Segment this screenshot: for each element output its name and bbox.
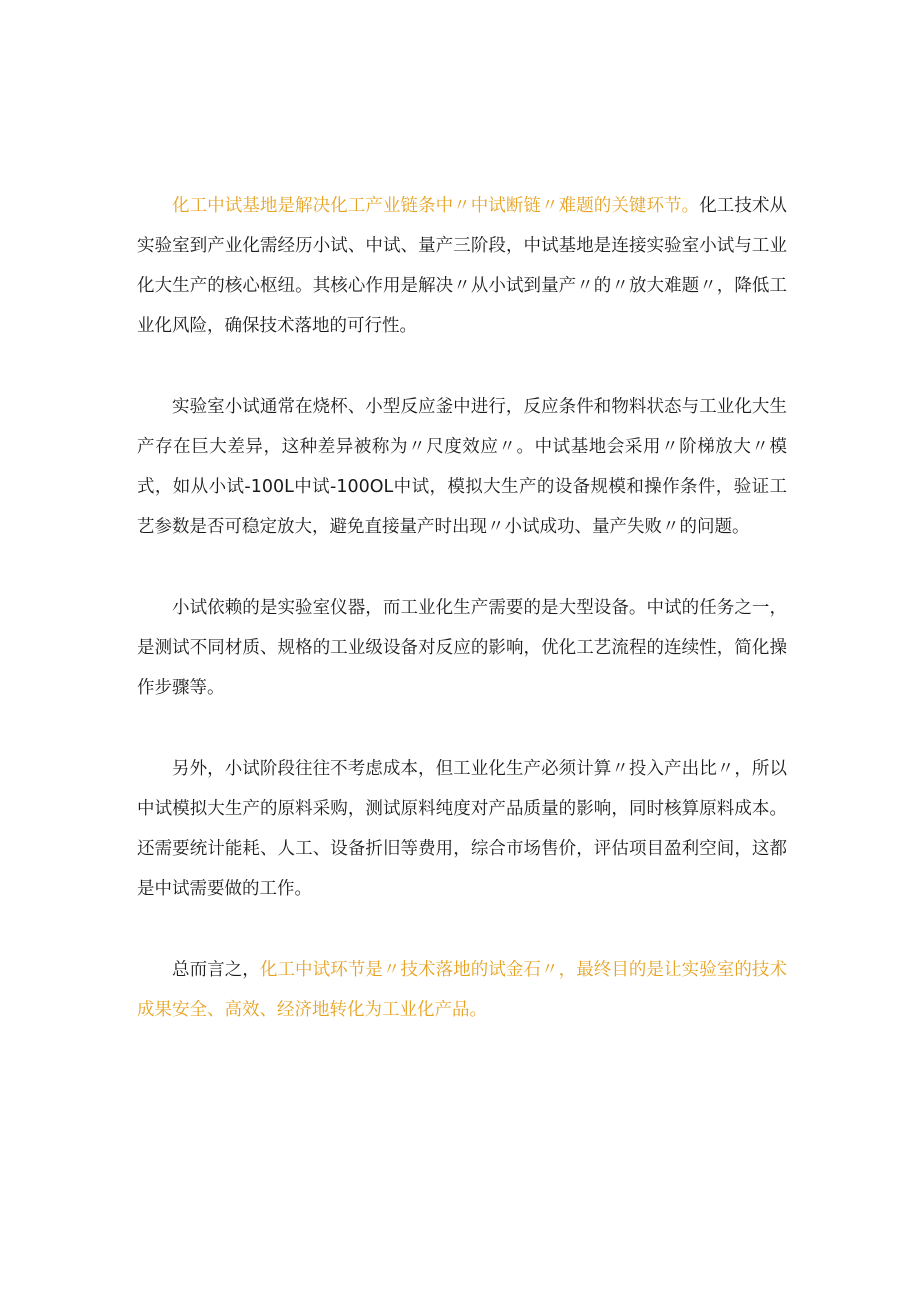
paragraph-5-highlight: 化工中试环节是〃技术落地的试金石〃，最终目的是让实验室的技术成果安全、高效、经济地转化为工业化产品。 <box>137 960 788 1020</box>
paragraph-3 <box>137 588 787 708</box>
paragraph-1-text: 化工技术从实验室到产业化需经历小试、中试、量产三阶段，中试基地是连接实验室小试与工业化大生产的核心枢纽。其核心作用是解决〃从小试到量产〃的〃放大难题〃，降低工业化风险，确保技术落地的可行性。 <box>137 196 788 336</box>
paragraph-1-highlight: 化工中试基地是解决化工产业链条中〃中试断链〃难题的关键环节。 <box>172 196 700 216</box>
paragraph-4 <box>137 749 787 909</box>
paragraph-2 <box>137 387 787 547</box>
paragraph-5 <box>137 950 787 1030</box>
paragraph-1 <box>137 186 787 346</box>
paragraph-2-text: 实验室小试通常在烧杯、小型反应釜中进行，反应条件和物料状态与工业化大生产存在巨大差异，这种差异被称为〃尺度效应〃。中试基地会采用〃阶梯放大〃模式，如从小试-100L中试-100OL中试，模拟大生产的设备规模和操作条件，验证工艺参数是否可稳定放大，避免直接量产时出现〃小试成功、量产失败〃的问题。 <box>137 397 787 537</box>
paragraph-3-text: 小试依赖的是实验室仪器，而工业化生产需要的是大型设备。中试的任务之一，是测试不同材质、规格的工业级设备对反应的影响，优化工艺流程的连续性，简化操作步骤等。 <box>137 598 787 698</box>
paragraph-4-text: 另外，小试阶段往往不考虑成本，但工业化生产必须计算〃投入产出比〃，所以中试模拟大生产的原料采购，测试原料纯度对产品质量的影响，同时核算原料成本。还需要统计能耗、人工、设备折旧等费用，综合市场售价，评估项目盈利空间，这都是中试需要做的工作。 <box>137 759 787 899</box>
paragraph-5-lead: 总而言之， <box>172 960 260 980</box>
document-body <box>137 186 787 1030</box>
